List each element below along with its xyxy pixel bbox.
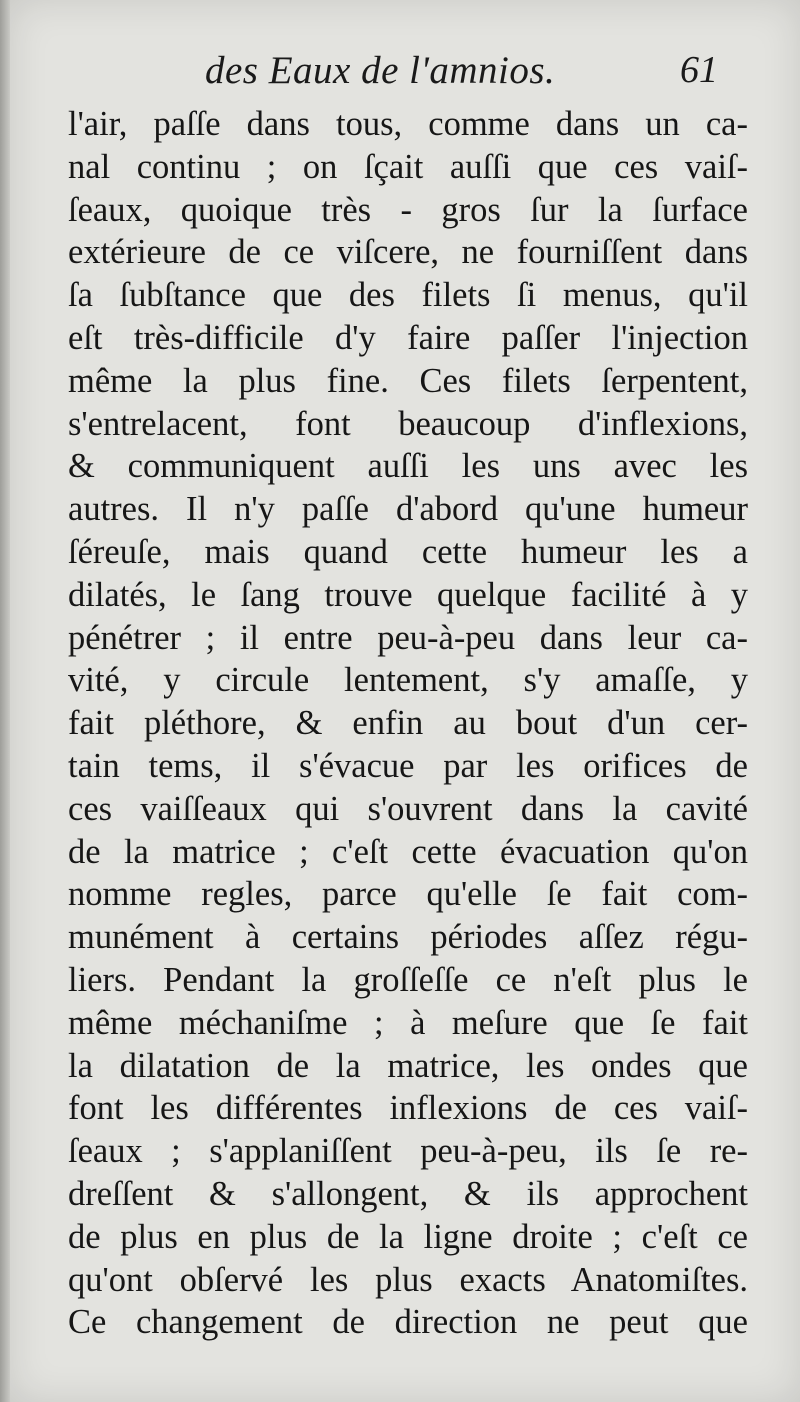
text-line: vité, y circule lentement, s'y amaſſe, y (68, 661, 748, 700)
text-line: nomme regles, parce qu'elle ſe fait com- (68, 875, 748, 914)
text-line: ces vaiſſeaux qui s'ouvrent dans la cavité (68, 789, 748, 828)
running-title: des Eaux de l'amnios. (205, 49, 556, 92)
text-line: ſa ſubſtance que des filets ſi menus, qu'il (68, 276, 748, 315)
text-line: l'air, paſſe dans tous, comme dans un ca- (68, 105, 748, 143)
text-line: la dilatation de la matrice, les ondes que (68, 1046, 748, 1085)
page-header (10, 42, 800, 92)
text-line: munément à certains périodes aſſez régu- (68, 918, 748, 957)
text-line: eſt très-difficile d'y faire paſſer l'injection (68, 318, 748, 357)
text-line: de plus en plus de la ligne droite ; c'eſt ce (68, 1217, 748, 1256)
text-line: autres. Il n'y paſſe d'abord qu'une humeur (68, 490, 748, 529)
page-number: 61 (680, 49, 718, 91)
text-line: & communiquent auſſi les uns avec les (68, 447, 748, 486)
text-line: liers. Pendant la groſſeſſe ce n'eſt plus le (68, 960, 748, 999)
text-line: s'entrelacent, font beaucoup d'inflexions, (68, 404, 748, 443)
text-line: pénétrer ; il entre peu-à-peu dans leur ca- (68, 618, 748, 657)
text-line: fait pléthore, & enfin au bout d'un cer- (68, 704, 748, 743)
text-line: extérieure de ce viſcere, ne fourniſſent dans (68, 233, 748, 272)
text-line: ſéreuſe, mais quand cette humeur les a (68, 532, 748, 571)
text-line: même la plus fine. Ces filets ſerpentent, (68, 361, 748, 400)
text-line: ſeaux ; s'applaniſſent peu-à-peu, ils ſe re- (68, 1132, 748, 1171)
body-text (68, 103, 748, 1344)
text-line: de la matrice ; c'eſt cette évacuation qu'on (68, 832, 748, 871)
text-line: font les différentes inflexions de ces vaiſ- (68, 1089, 748, 1128)
book-page (10, 0, 800, 1402)
text-line: qu'ont obſervé les plus exacts Anatomiſtes. (68, 1260, 748, 1299)
text-line: ſeaux, quoique très - gros ſur la ſurface (68, 190, 748, 229)
text-line: Ce changement de direction ne peut que (68, 1303, 748, 1342)
text-line: dreſſent & s'allongent, & ils approchent (68, 1174, 748, 1213)
text-line: tain tems, il s'évacue par les orifices de (68, 746, 748, 785)
text-line: dilatés, le ſang trouve quelque facilité à y (68, 575, 748, 614)
page-gutter-shadow (0, 0, 10, 1402)
text-line: même méchaniſme ; à meſure que ſe fait (68, 1003, 748, 1042)
text-line: nal continu ; on ſçait auſſi que ces vaiſ- (68, 147, 748, 186)
